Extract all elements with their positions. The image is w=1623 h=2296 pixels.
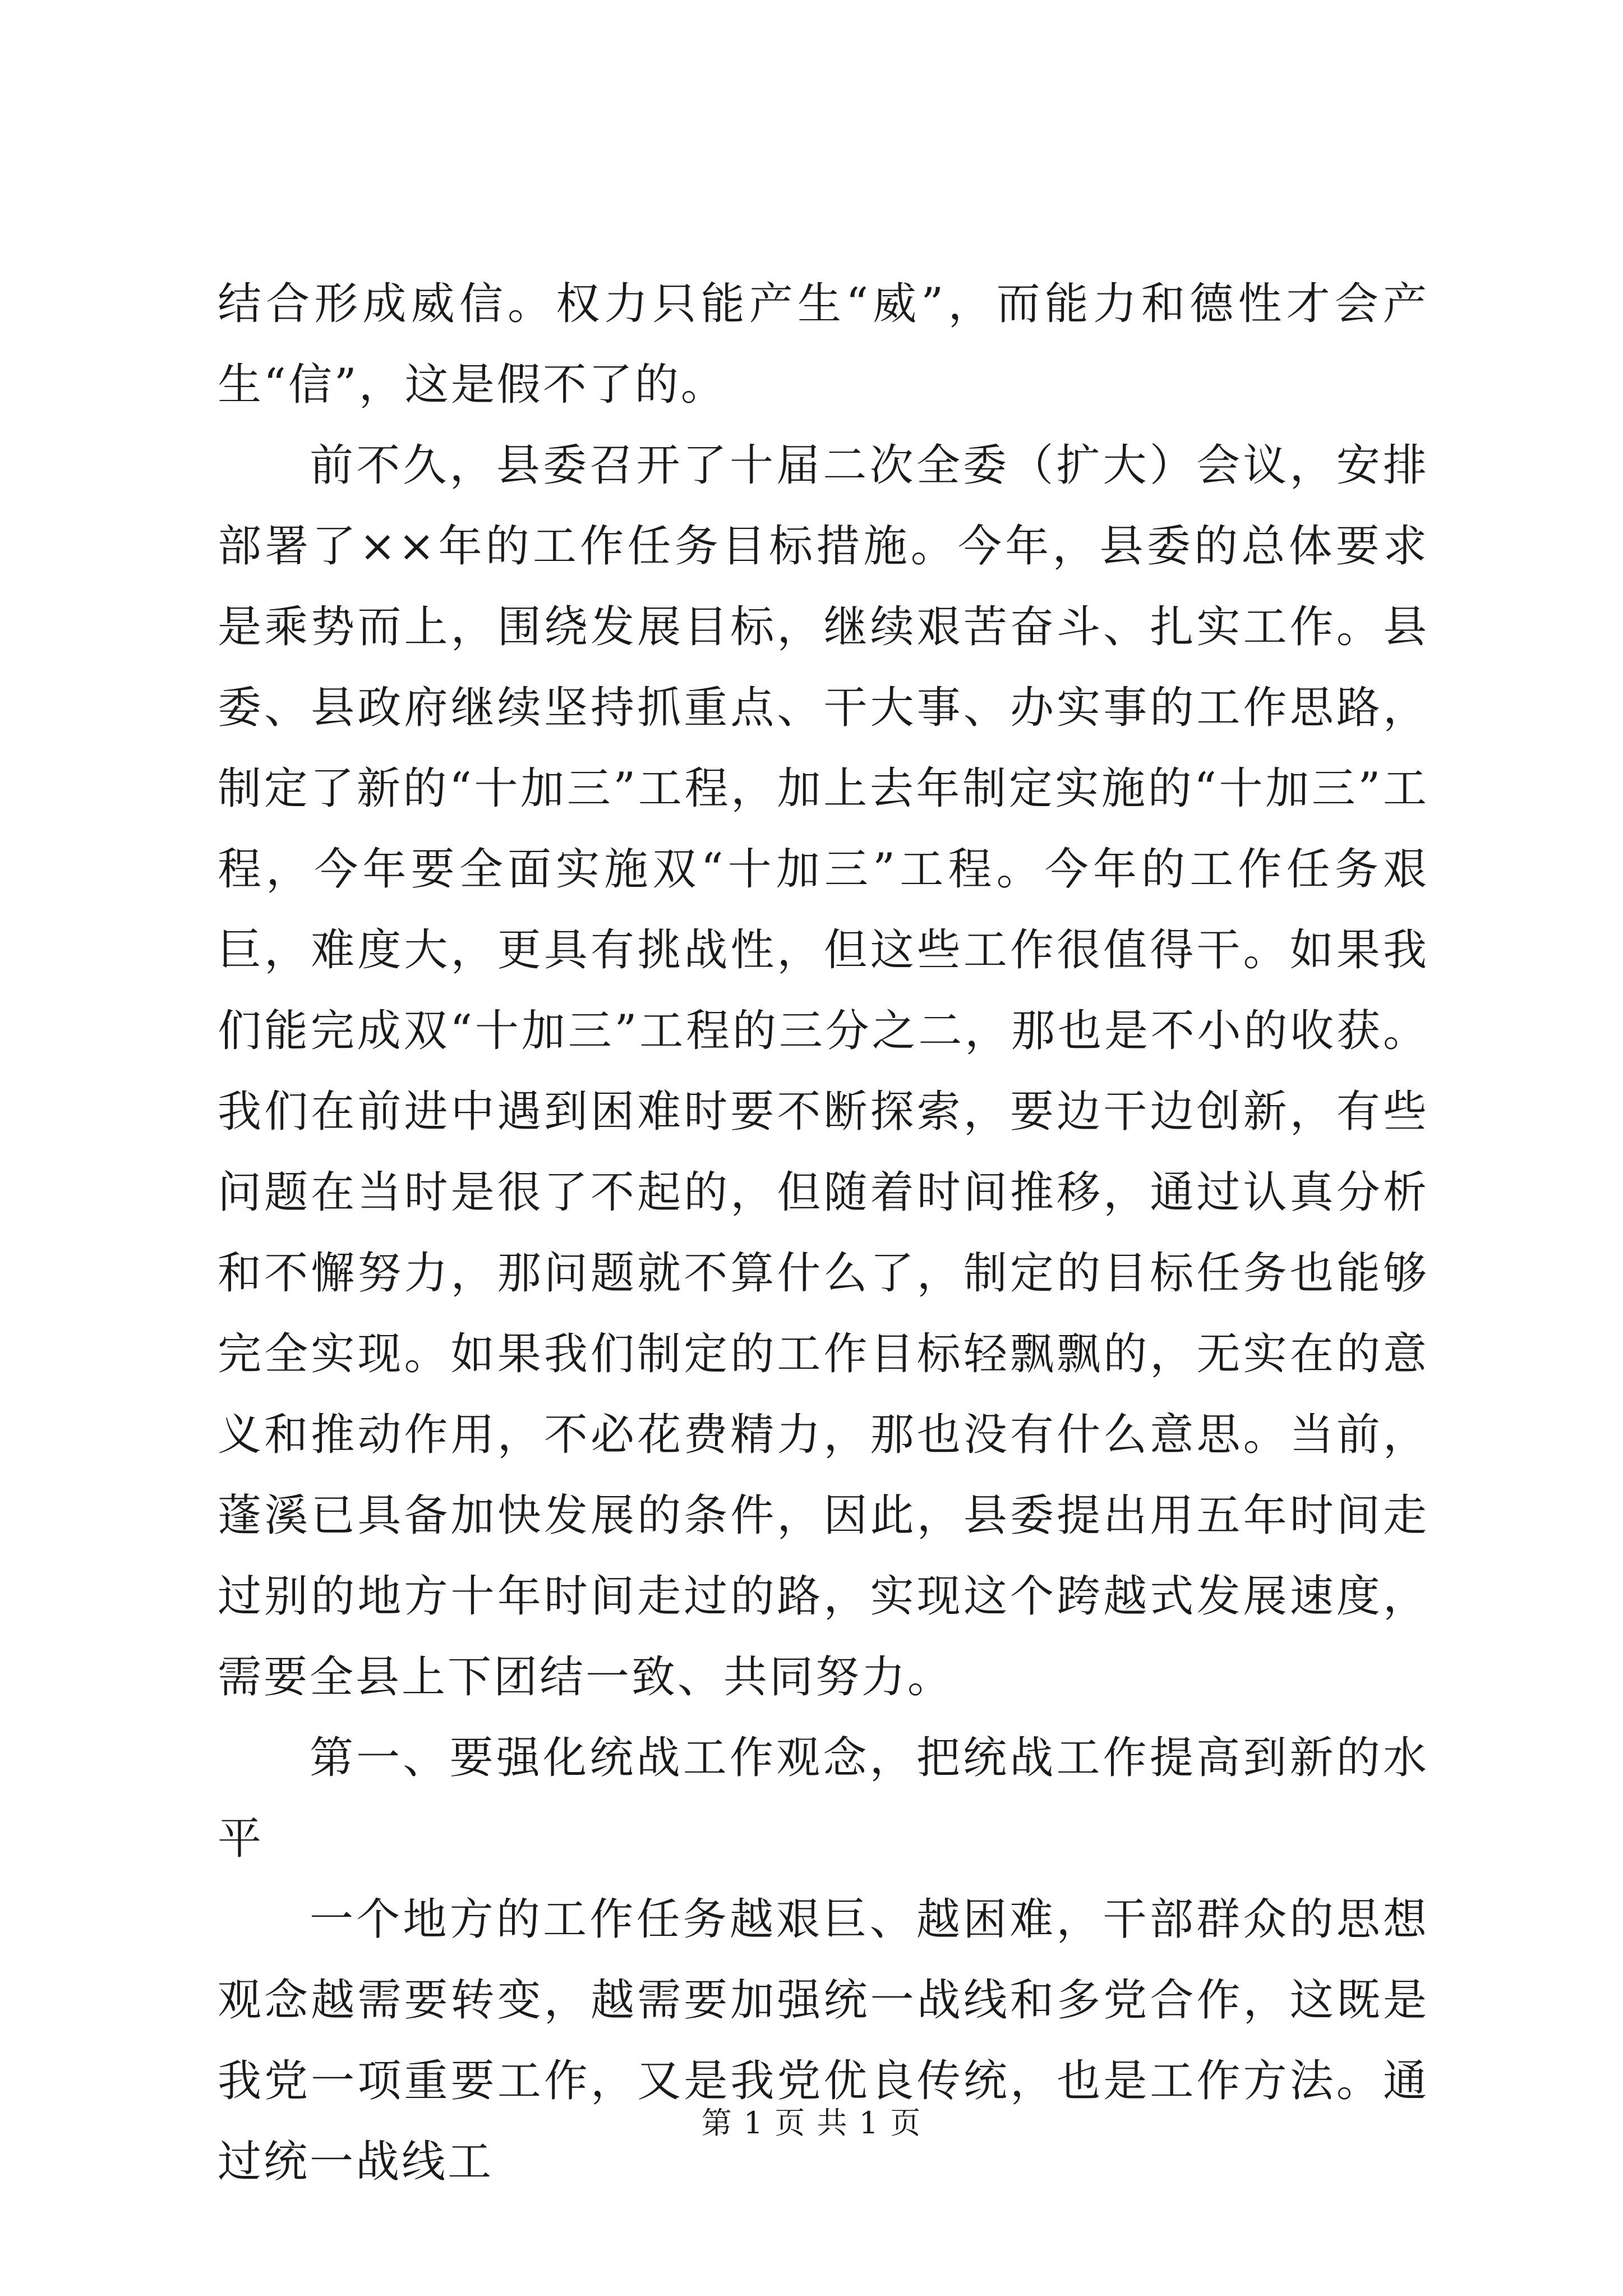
section-heading: 第一、要强化统战工作观念，把统战工作提高到新的水平 xyxy=(218,1733,1429,1864)
paragraph-3: 一个地方的工作任务越艰巨、越困难，干部群众的思想观念越需要转变，越需要加强统一战线和多党合作，这既是我党一项重要工作，又是我党优良传统，也是工作方法。通过统一战线工 xyxy=(218,1894,1429,2187)
document-body xyxy=(218,264,1429,2202)
page-footer: 第 1 页 共 1 页 xyxy=(701,2105,922,2141)
paragraph-1: 结合形成威信。权力只能产生“威”，而能力和德性才会产生“信”，这是假不了的。 xyxy=(218,279,1429,410)
paragraph-2: 前不久，县委召开了十届二次全委（扩大）会议，安排部署了××年的工作任务目标措施。今年，县委的总体要求是乘势而上，围绕发展目标，继续艰苦奋斗、扎实工作。县委、县政府继续坚持抓重点、干大事、办实事的工作思路，制定了新的“十加三”工程，加上去年制定实施的“十加三”工程，今年要全面实施双“十加三”工程。今年的工作任务艰巨，难度大，更具有挑战性，但这些工作很值得干。如果我们能完成双“十加三”工程的三分之二，那也是不小的收获。我们在前进中遇到困难时要不断探索，要边干边创新，有些问题在当时是很了不起的，但随着时间推移，通过认真分析和不懈努力，那问题就不算什么了，制定的目标任务也能够完全实现。如果我们制定的工作目标轻飘飘的，无实在的意义和推动作用，不必花费精力，那也没有什么意思。当前，蓬溪已具备加快发展的条件，因此，县委提出用五年时间走过别的地方十年时间走过的路，实现这个跨越式发展速度，需要全县上下团结一致、共同努力。 xyxy=(218,440,1429,1703)
